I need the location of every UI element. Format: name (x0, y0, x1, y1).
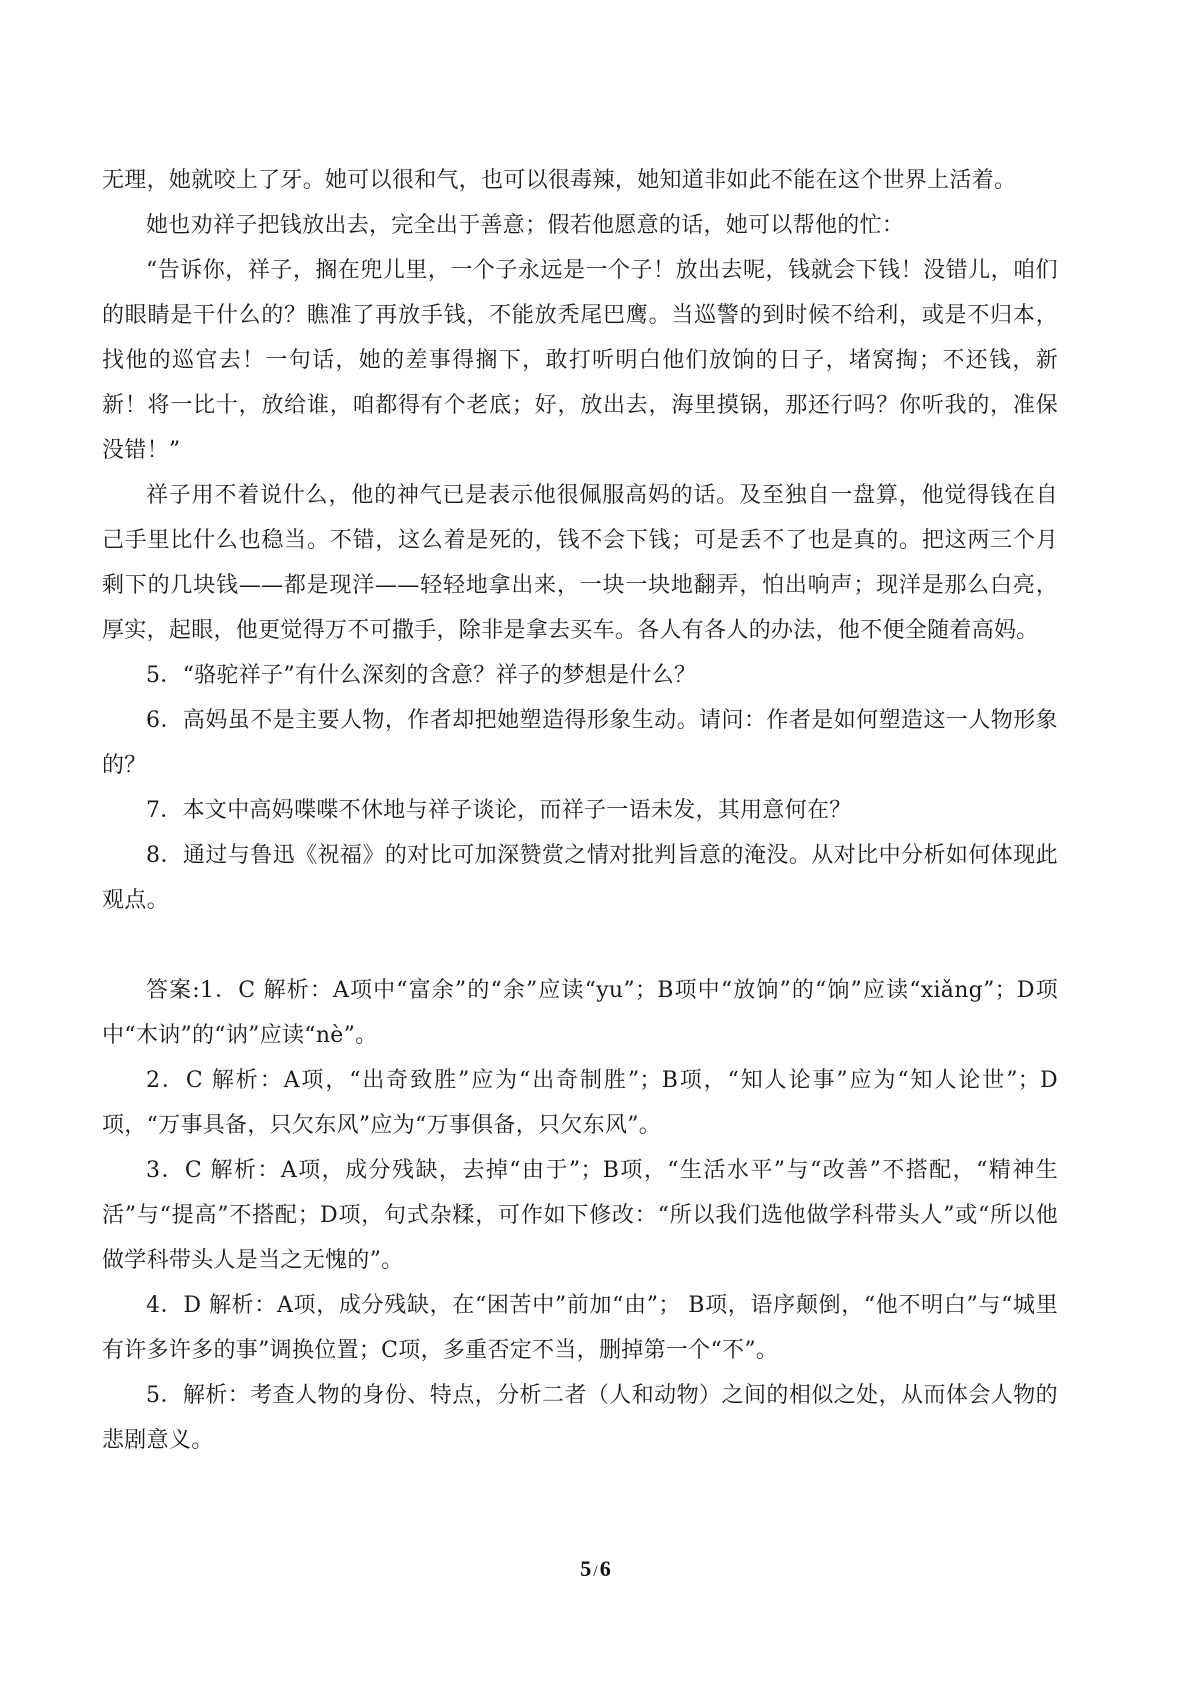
answer-4: 4．D 解析：A项，成分残缺，在“困苦中”前加“由”； B项，语序颠倒，“他不明白”与“城里有许多许多的事”调换位置；C项，多重否定不当，删掉第一个“不”。 (102, 1293, 1058, 1363)
current-page-number: 5 (580, 1556, 592, 1581)
total-page-count: 6 (599, 1556, 611, 1581)
passage-paragraph-4: 祥子用不着说什么，他的神气已是表示他很佩服高妈的话。及至独自一盘算，他觉得钱在自己手里比什么也稳当。不错，这么着是死的，钱不会下钱；可是丢不了也是真的。把这两三个月剩下的几块钱——都是现洋——轻轻地拿出来，一块一块地翻弄，怕出响声；现洋是那么白亮，厚实，起眼，他更觉得万不可撒手，除非是拿去买车。各人有各人的办法，他不便全随着高妈。 (102, 483, 1058, 643)
question-8: 8．通过与鲁迅《祝福》的对比可加深赞赏之情对批判旨意的淹没。从对比中分析如何体现此观点。 (102, 843, 1058, 913)
section-gap (102, 923, 1058, 968)
document-page (102, 158, 1058, 1463)
page-separator: / (593, 1563, 598, 1580)
passage-paragraph-1: 无理，她就咬上了牙。她可以很和气，也可以很毒辣，她知道非如此不能在这个世界上活着。 (102, 168, 1017, 193)
answer-5: 5．解析：考查人物的身份、特点，分析二者（人和动物）之间的相似之处，从而体会人物的悲剧意义。 (102, 1383, 1058, 1453)
answer-3: 3．C 解析：A项，成分残缺，去掉“由于”；B项，“生活水平”与“改善”不搭配，“精神生活”与“提高”不搭配；D项，句式杂糅，可作如下修改：“所以我们选他做学科带头人”或“所以他做学科带头人是当之无愧的”。 (102, 1158, 1058, 1273)
question-6: 6．高妈虽不是主要人物，作者却把她塑造得形象生动。请问：作者是如何塑造这一人物形象的？ (102, 708, 1058, 778)
question-7: 7．本文中高妈喋喋不休地与祥子谈论，而祥子一语未发，其用意何在？ (146, 798, 852, 823)
answer-2: 2．C 解析：A项，“出奇致胜”应为“出奇制胜”；B项，“知人论事”应为“知人论世”；D项，“万事具备，只欠东风”应为“万事俱备，只欠东风”。 (102, 1068, 1058, 1138)
answer-1: 答案:1．C 解析：A项中“富余”的“余”应读“yu”；B项中“放饷”的“饷”应读“xiǎng”；D项中“木讷”的“讷”应读“nè”。 (102, 978, 1058, 1048)
page-number (0, 1556, 1191, 1582)
passage-paragraph-2: 她也劝祥子把钱放出去，完全出于善意；假若他愿意的话，她可以帮他的忙： (146, 213, 905, 238)
question-5: 5．“骆驼祥子”有什么深刻的含意？祥子的梦想是什么？ (146, 663, 697, 688)
passage-paragraph-3: “告诉你，祥子，搁在兜儿里，一个子永远是一个子！放出去呢，钱就会下钱！没错儿，咱们的眼睛是干什么的？瞧准了再放手钱，不能放秃尾巴鹰。当巡警的到时候不给利，或是不归本，找他的巡官去！一句话，她的差事得搁下，敢打听明白他们放饷的日子，堵窝掏；不还钱，新新！将一比十，放给谁，咱都得有个老底；好，放出去，海里摸锅，那还行吗？你听我的，准保没错！” (102, 258, 1058, 463)
